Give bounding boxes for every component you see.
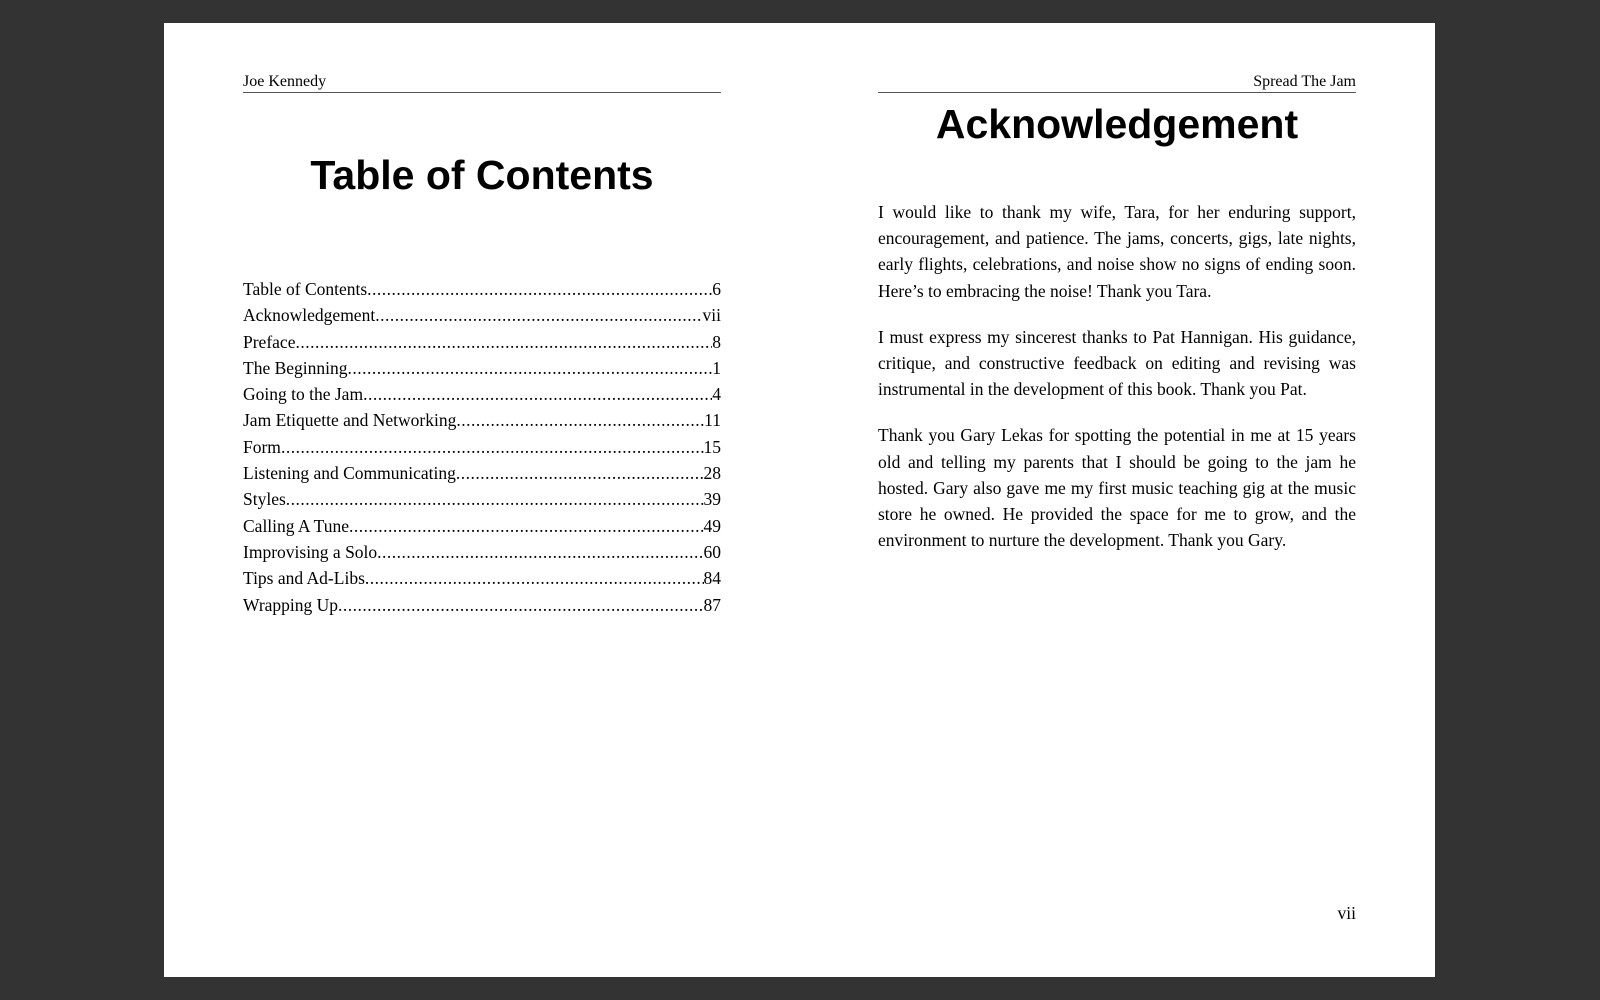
toc-entry-page: 6 <box>712 279 721 299</box>
toc-leader-dots <box>365 565 704 591</box>
left-page <box>243 23 721 977</box>
toc-entry[interactable] <box>243 276 721 302</box>
toc-entry[interactable] <box>243 407 721 433</box>
toc-entry-page: 49 <box>703 515 721 536</box>
toc-entry-label: Table of Contents <box>243 279 368 299</box>
toc-entry-label: Calling A Tune <box>243 515 350 536</box>
toc-entry-page: 84 <box>703 568 721 589</box>
toc-leader-dots <box>456 407 704 433</box>
acknowledgement-paragraph: Thank you Gary Lekas for spotting the potential in me at 15 years old and telling my parents that I should be going to the jam he hosted. Gary also gave me my first music teaching gig at the music store he owned. He provided the space for me to grow, and the environment to nurture the development. Thank you Gary. <box>878 425 1356 551</box>
toc-entry[interactable] <box>243 539 721 565</box>
toc-entry[interactable] <box>243 329 721 355</box>
toc-entry-label: Acknowledgement <box>243 305 376 326</box>
acknowledgement-paragraph: I would like to thank my wife, Tara, for her enduring support, encouragement, and patience. The jams, concerts, gigs, late nights, early flights, celebrations, and noise show no signs of ending soon. Here’s to embracing the noise! Thank you Tara. <box>878 202 1356 301</box>
toc-heading: Table of Contents <box>310 152 654 198</box>
toc-leader-dots <box>377 539 703 565</box>
toc-leader-dots <box>375 302 702 328</box>
toc-entry-page: 28 <box>703 463 721 484</box>
toc-entry-label: Improvising a Solo <box>243 541 378 562</box>
acknowledgement-heading: Acknowledgement <box>935 101 1299 147</box>
toc-entry[interactable] <box>243 355 721 381</box>
toc-entry[interactable] <box>243 460 721 486</box>
toc-list <box>243 276 721 618</box>
toc-leader-dots <box>286 486 704 512</box>
toc-entry-page: 15 <box>703 436 721 457</box>
toc-entry[interactable] <box>243 565 721 591</box>
toc-entry[interactable] <box>243 513 721 539</box>
toc-leader-dots <box>367 276 712 302</box>
right-page <box>878 23 1356 977</box>
toc-leader-dots <box>349 513 703 539</box>
toc-entry-page: 4 <box>712 384 721 405</box>
toc-entry-label: Wrapping Up <box>243 594 339 615</box>
toc-entry-page: 60 <box>703 541 721 562</box>
toc-entry-label: Going to the Jam <box>243 384 364 405</box>
document-spread <box>164 23 1435 977</box>
toc-entry-label: Listening and Communicating <box>243 463 456 484</box>
toc-entry-label: Preface <box>243 331 296 352</box>
toc-leader-dots <box>456 460 704 486</box>
toc-entry-page: vii <box>702 305 721 326</box>
toc-entry-label: The Beginning <box>243 357 348 378</box>
toc-leader-dots <box>338 592 703 618</box>
toc-entry-label: Tips and Ad-Libs <box>243 568 365 589</box>
page-number: vii <box>1337 903 1356 923</box>
toc-entry-page: 11 <box>704 410 721 431</box>
toc-leader-dots <box>281 434 704 460</box>
acknowledgement-paragraph: I must express my sincerest thanks to Pat Hannigan. His guidance, critique, and constructive feedback on editing and revising was instrumental in the development of this book. Thank you Pat. <box>878 326 1356 400</box>
toc-entry[interactable] <box>243 302 721 328</box>
toc-entry-page: 1 <box>712 357 721 378</box>
toc-entry-page: 87 <box>703 594 721 615</box>
toc-entry-label: Styles <box>243 489 286 510</box>
toc-leader-dots <box>363 381 712 407</box>
toc-entry[interactable] <box>243 434 721 460</box>
toc-entry[interactable] <box>243 592 721 618</box>
running-head-author: Joe Kennedy <box>243 73 721 93</box>
toc-entry-label: Jam Etiquette and Networking <box>243 410 457 431</box>
toc-entry[interactable] <box>243 381 721 407</box>
running-head-book-title: Spread The Jam <box>878 73 1356 93</box>
toc-entry-page: 8 <box>712 331 721 352</box>
acknowledgement-body <box>878 199 1356 573</box>
toc-entry-page: 39 <box>703 489 721 510</box>
toc-leader-dots <box>348 355 713 381</box>
toc-entry[interactable] <box>243 486 721 512</box>
toc-leader-dots <box>295 329 712 355</box>
toc-entry-label: Form <box>243 436 281 457</box>
